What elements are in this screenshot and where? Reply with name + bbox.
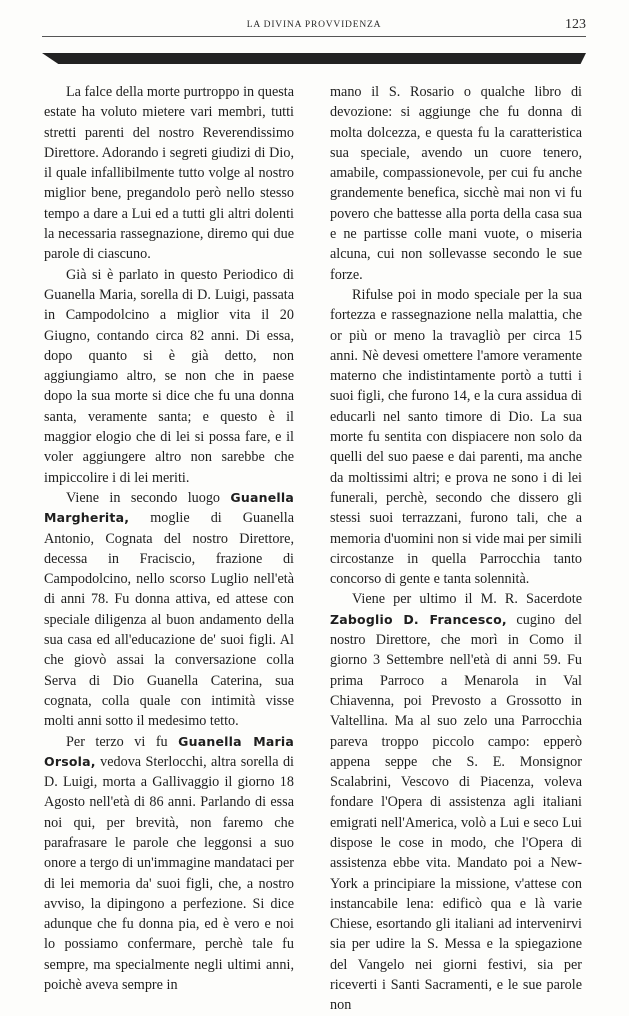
paragraph-guanella-margherita [44, 488, 294, 732]
page-number: 123 [565, 17, 586, 32]
text-run: vedova Sterlocchi, altra sorella di D. Luigi, morta a Gallivaggio il giorno 18 Agosto nell'età di 86 anni. Parlando di essa noi qui, per brevità, non faremo che parafrasare le parole che leggonsi a suo onore a tergo di un'immagine mandataci per di lei memoria da' suoi figli, che, a nostro avviso, la dipingono a perfezione. Si dice adunque che fu donna pia, ed è vero e noi lo possiamo confermare, perchè tale fu sempre, ma specialmente negli ultimi anni, poichè aveva sempre in [44, 753, 294, 994]
right-column [330, 82, 582, 1016]
left-column [44, 82, 294, 995]
paragraph-guanella-maria: Già si è parlato in questo Periodico di Guanella Maria, sorella di D. Luigi, passata in Campodolcino a miglior vita il 20 Giugno, contando circa 82 anni. Di essa, dopo quanto si è già detto, non aggiungiamo altro, se non che in paese dopo la sua morte si dice che fu una donna santa, veramente santa; e questo è il maggior elogio che di lei si possa fare, e il voler aggiungere altro non sarebbe che impiccolire i di lei meriti. [44, 266, 294, 486]
header-rule [42, 36, 586, 37]
text-run: Viene per ultimo il M. R. Sacerdote [352, 591, 582, 608]
text-run: Per terzo vi fu [66, 733, 179, 750]
person-name: Guanella Margherita, [44, 489, 294, 526]
text-run: moglie di Guanella Antonio, Cognata del nostro Direttore, decessa in Fraciscio, frazione di Campodolcino, nello scorso Luglio nell'età di anni 78. Fu donna attiva, ed attese con speciale diligenza al buon andamento della sua casa ed all'educazione de' suoi figli. Al che giovò assai la conversazione colla Serva di Dio Guanella Caterina, sua cognata, colla quale con intimità visse molti anni sotto il medesimo tetto. [44, 510, 294, 730]
paragraph-guanella-maria-orsola [44, 732, 294, 996]
text-run: cugino del nostro Direttore, che morì in Como il giorno 3 Settembre nell'età di anni 59. Fu prima Parroco a Menarola in Val Chiavenna, poi Prevosto a Grossotto in Valtellina. Ma al suo zelo una Parrocchia pareva troppo piccolo campo: epperò appena seppe che S. E. Monsignor Scalabrini, Vescovo di Piacenza, voleva fondare l'Opera di assistenza agli italiani emigrati nell'America, volò a Lui e seco Lui dispose le cose in modo, che l'Opera di assistenza ebbe vita. Mandato poi a New-York a principiare la missione, v'attese con instancabile lena: edificò qua e là varie Chiese, esortando gli italiani ad intervenirvi sia per udire la S. Messa e la spiegazione del Vangelo nei giorni festivi, sia per riceverti i Santi Sacramenti, e le sue parole non [330, 611, 582, 1014]
text-run: Viene in secondo luogo [66, 489, 231, 506]
person-name: Zaboglio D. Francesco, [330, 611, 507, 627]
running-title: LA DIVINA PROVVIDENZA [246, 20, 382, 30]
paragraph-continuation: mano il S. Rosario o qualche libro di devozione: si aggiunge che fu donna di molta dolcezza, e questa fu la caratteristica sua speciale, avendo un cuore tenero, amabile, compassionevole, per cui fu anche grandemente benefica, sicchè mai non vi fu povero che battesse alla porta della casa sua e ne partisse colle mani vuote, o miseria alcuna, cui non sollevasse secondo le sue forze. [330, 84, 582, 283]
decorative-thick-rule [42, 53, 586, 64]
paragraph-fortezza: Rifulse poi in modo speciale per la sua fortezza e rassegnazione nella malattia, che or più or meno la travagliò per circa 15 anni. Nè devesi omettere l'amore veramente materno che indistintamente portò a tutti i suoi figli, che furono 14, e la cura assidua di educarli nel santo timore di Dio. La sua morte fu sentita con dispiacere non solo da quelli del suo paese e dai parenti, ma anche da moltissimi altri; e prova ne sono i di lei funerali, perchè, secondo che dissero gli stessi suoi terrazzani, furono tali, che a memoria d'uomini non si vide mai per simili circostanze in quella Parrocchia tanto concorso di gente e tanta solennità. [330, 286, 582, 588]
running-head [42, 16, 586, 36]
paragraph-intro: La falce della morte purtroppo in questa estate ha voluto mietere vari membri, tutti stretti parenti del nostro Reverendissimo Direttore. Adorando i segreti giudizi di Dio, il quale infallibilmente tutto volge al nostro miglior bene, pregandolo però nello stesso tempo a dare a Lui ed a tutti gli altri dolenti la necessaria rassegnazione, diremo qui due parole di ciascuno. [44, 84, 294, 263]
person-name: Guanella Maria Orsola, [44, 733, 295, 769]
